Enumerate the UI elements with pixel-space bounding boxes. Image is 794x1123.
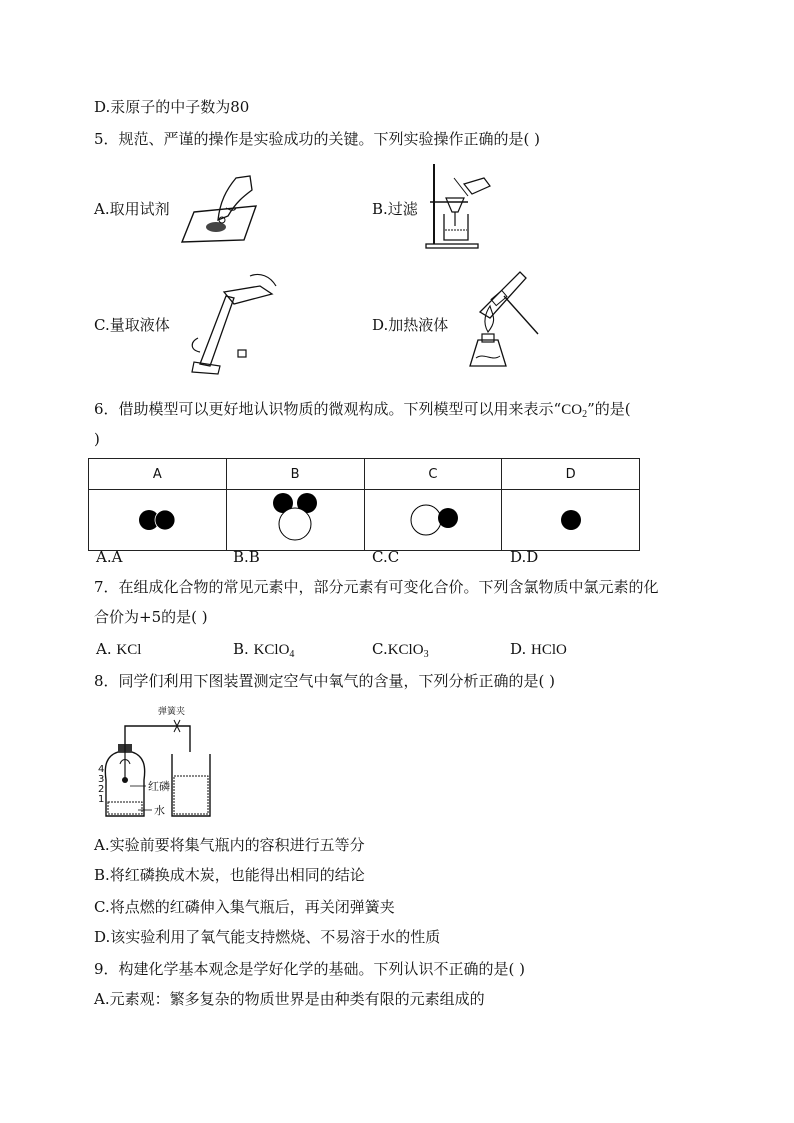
phosphorus-label: 红磷 — [148, 780, 170, 793]
model-a-diatomic — [127, 498, 187, 538]
q6-option-a: A.A — [96, 548, 123, 566]
filtration-illustration — [424, 160, 496, 250]
q8-option-b: B.将红磷换成木炭，也能得出相同的结论 — [94, 866, 365, 884]
clamp-label: 弹簧夹 — [158, 707, 186, 717]
model-c-cell — [364, 490, 502, 551]
model-header-a: A — [89, 459, 227, 490]
q9-stem: 9．构建化学基本观念是学好化学的基础。下列认识不正确的是( ) — [94, 960, 526, 978]
q7-stem-line1: 7．在组成化合物的常见元素中，部分元素有可变化合价。下列含氯物质中氯元素的化 — [94, 578, 659, 596]
model-c-diatomic — [398, 498, 468, 538]
q7-option-d: D. HClO — [510, 640, 567, 658]
model-header-c: C — [364, 459, 502, 490]
q7-option-a: A. KCl — [96, 640, 142, 658]
q6-stem-line2: ) — [94, 430, 100, 448]
model-header-b: B — [226, 459, 364, 490]
take-reagent-illustration — [180, 172, 262, 244]
q6-stem — [94, 398, 631, 426]
q6-option-b: B.B — [233, 548, 260, 566]
molecule-model-table — [88, 458, 640, 551]
q5-option-a: A.取用试剂 — [94, 200, 170, 218]
heat-liquid-illustration — [456, 268, 546, 380]
q4-option-d: D.汞原子的中子数为80 — [94, 98, 250, 116]
q8-option-d: D.该实验利用了氧气能支持燃烧、不易溶于水的性质 — [94, 928, 441, 946]
oxygen-measurement-apparatus — [98, 704, 218, 822]
q5-stem: 5．规范、严谨的操作是实验成功的关键。下列实验操作正确的是( ) — [94, 130, 541, 148]
water-label: 水 — [154, 804, 165, 817]
mark-4: 4 — [98, 764, 105, 775]
mark-2: 2 — [98, 784, 105, 795]
model-header-d: D — [502, 459, 640, 490]
q6-stem-part1: 6．借助模型可以更好地认识物质的微观构成。下列模型可以用来表示“ — [94, 400, 562, 418]
measure-liquid-illustration — [180, 266, 280, 378]
model-a-cell — [89, 490, 227, 551]
q7-option-b: B. KClO$_4$ — [233, 640, 295, 660]
q6-stem-part2: ”的是( — [587, 400, 631, 418]
q7-option-c: C.KClO$_3$ — [372, 640, 429, 660]
model-b-triatomic — [260, 490, 330, 546]
mark-1: 1 — [98, 794, 105, 805]
q8-option-a: A.实验前要将集气瓶内的容积进行五等分 — [94, 836, 365, 854]
q7-stem-line2: 合价为+5的是( ) — [94, 608, 208, 626]
q5-option-d: D.加热液体 — [372, 316, 449, 334]
q8-option-c: C.将点燃的红磷伸入集气瓶后，再关闭弹簧夹 — [94, 898, 395, 916]
q5-option-b: B.过滤 — [372, 200, 418, 218]
model-b-cell — [226, 490, 364, 551]
model-d-cell — [502, 490, 640, 551]
q9-option-a: A.元素观：繁多复杂的物质世界是由种类有限的元素组成的 — [94, 990, 485, 1008]
model-d-atom — [551, 498, 591, 538]
mark-3: 3 — [98, 774, 105, 785]
q5-option-c: C.量取液体 — [94, 316, 170, 334]
co2-formula: $CO_2$ — [561, 402, 588, 420]
q6-option-d: D.D — [510, 548, 539, 566]
q8-stem: 8．同学们利用下图装置测定空气中氧气的含量，下列分析正确的是( ) — [94, 672, 556, 690]
q6-option-c: C.C — [372, 548, 400, 566]
